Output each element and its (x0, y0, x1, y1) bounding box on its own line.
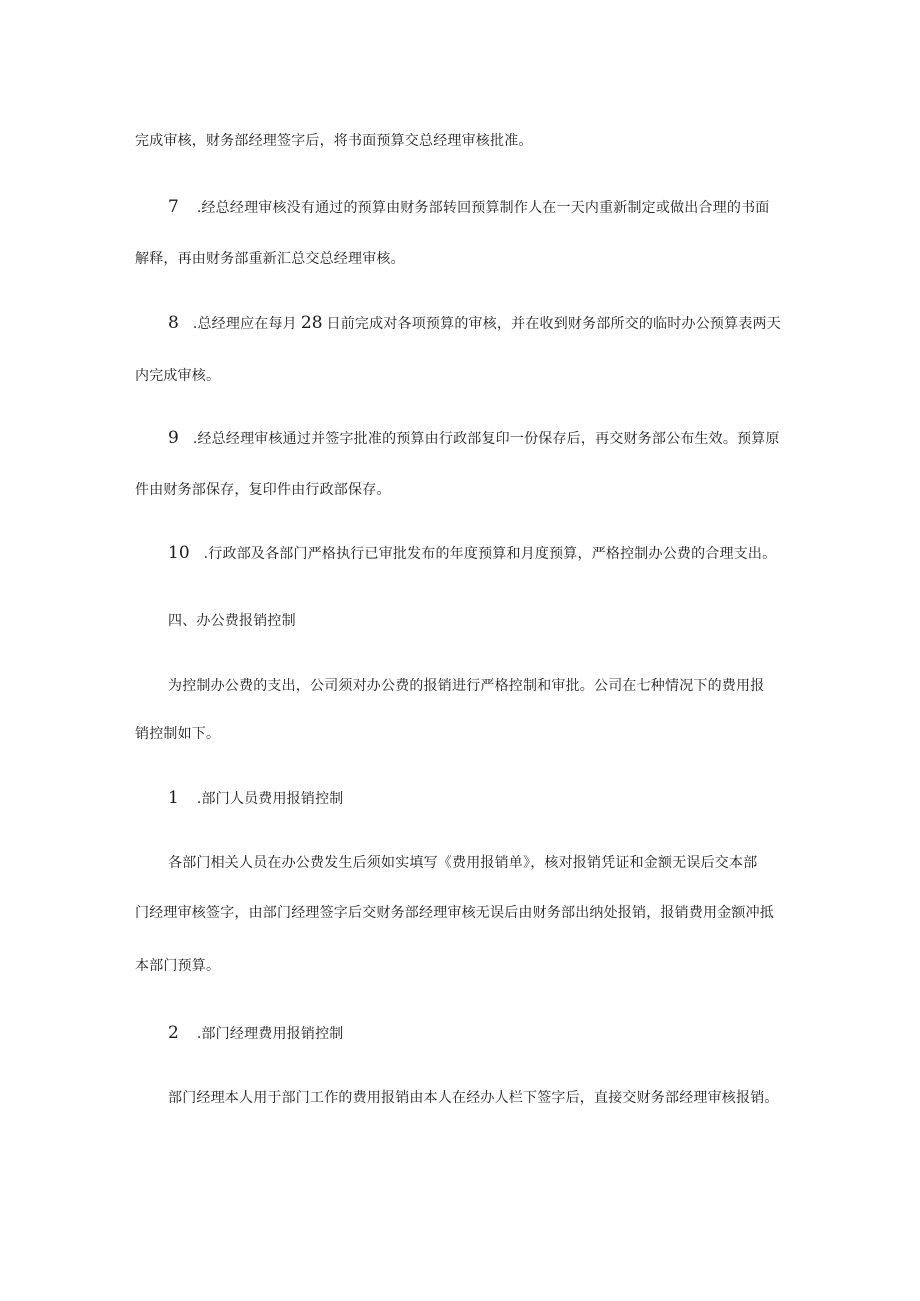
list-item-8 (168, 313, 781, 334)
subsection-heading-1 (168, 788, 343, 809)
item-number: 10 (168, 543, 190, 563)
day-number: 28 (300, 313, 323, 333)
item-number: 2 (168, 1023, 179, 1043)
item-text: .行政部及各部门严格执行已审批发布的年度预算和月度预算，严格控制办公费的合理支出。 (203, 546, 777, 562)
paragraph-line (168, 1088, 779, 1108)
item-text: .经总经理审核没有通过的预算由财务部转回预算制作人在一天内重新制定或做出合理的书面 (196, 200, 770, 216)
item-text: .总经理应在每月 (192, 316, 297, 332)
list-item-9 (168, 428, 780, 449)
paragraph-line (135, 480, 391, 500)
section-heading (168, 611, 296, 631)
item-text: 日前完成对各项预算的审核，并在收到财务部所交的临时办公预算表两天 (326, 316, 781, 332)
item-number: 9 (168, 428, 179, 448)
item-text: .经总经理审核通过并签字批准的预算由行政部复印一份保存后，再交财务部公布生效。预算原 (192, 431, 780, 447)
subsection-heading-2 (168, 1023, 343, 1044)
text-span: 各部门相关人员在办公费发生后须如实填写《费用报销单》，核对报销凭证和金额无误后交本部 (168, 855, 758, 871)
text-span: 部门经理本人用于部门工作的费用报销由本人在经办人栏下签字后，直接交财务部经理审核报销。 (168, 1090, 779, 1106)
heading-text: 四、办公费报销控制 (168, 613, 296, 629)
text-span: 件由财务部保存，复印件由行政部保存。 (135, 482, 391, 498)
text-span: 内完成审核。 (135, 368, 221, 384)
paragraph-line (135, 956, 220, 976)
paragraph-line (135, 724, 220, 744)
item-number: 7 (168, 197, 179, 217)
paragraph-line (135, 131, 533, 151)
text-span: 完成审核，财务部经理签字后，将书面预算交总经理审核批准。 (135, 133, 533, 149)
text-span: 销控制如下。 (135, 726, 221, 742)
paragraph-line (168, 853, 757, 873)
text-span: 本部门预算。 (135, 958, 221, 974)
list-item-10 (168, 543, 776, 564)
item-number: 1 (168, 788, 179, 808)
item-number: 8 (168, 313, 179, 333)
paragraph-line (135, 366, 220, 386)
paragraph-line (135, 249, 405, 269)
paragraph-line (135, 903, 774, 923)
list-item-7 (168, 197, 769, 218)
text-span: 门经理审核签字，由部门经理签字后交财务部经理审核无误后由财务部出纳处报销，报销费用金额冲抵 (135, 905, 774, 921)
heading-text: .部门经理费用报销控制 (196, 1026, 344, 1042)
heading-text: .部门人员费用报销控制 (196, 791, 344, 807)
text-span: 为控制办公费的支出，公司须对办公费的报销进行严格控制和审批。公司在七种情况下的费用报 (168, 678, 765, 694)
text-span: 解释，再由财务部重新汇总交总经理审核。 (135, 251, 405, 267)
paragraph-line (168, 676, 764, 696)
